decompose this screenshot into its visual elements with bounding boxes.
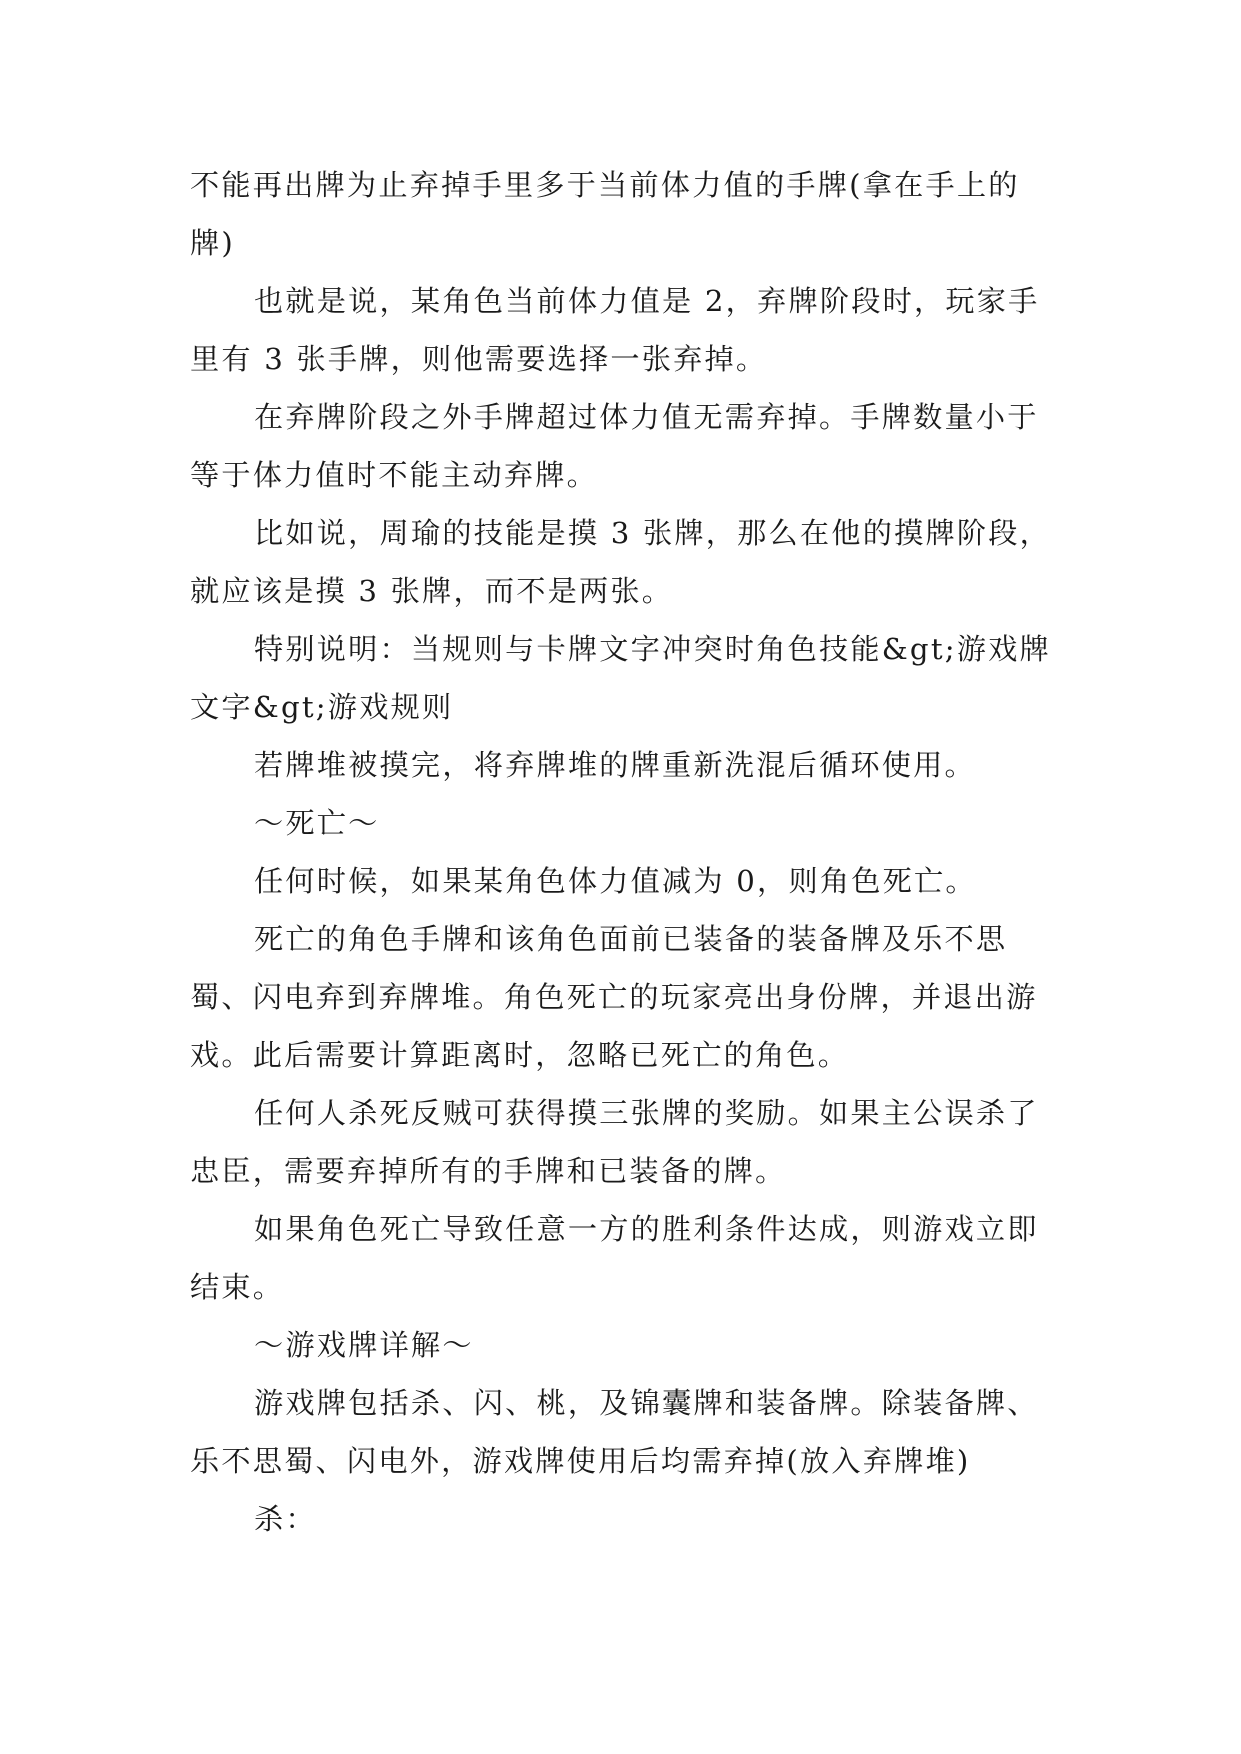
paragraph-sha-heading: 杀： <box>254 1502 317 1536</box>
paragraph-discard-rule: 在弃牌阶段之外手牌超过体力值无需弃掉。手牌数量小于等于体力值时不能主动弃牌。 <box>190 400 1039 492</box>
section-heading-death: ～死亡～ <box>254 806 380 840</box>
paragraph-game-end: 如果角色死亡导致任意一方的胜利条件达成，则游戏立即结束。 <box>190 1212 1039 1304</box>
paragraph-zhouyu-example: 比如说，周瑜的技能是摸 3 张牌，那么在他的摸牌阶段，就应该是摸 3 张牌，而不是两张。 <box>190 516 1052 608</box>
paragraph-kill-reward: 任何人杀死反贼可获得摸三张牌的奖励。如果主公误杀了忠臣，需要弃掉所有的手牌和已装备的牌。 <box>190 1096 1039 1188</box>
paragraph-cards-overview: 游戏牌包括杀、闪、桃，及锦囊牌和装备牌。除装备牌、乐不思蜀、闪电外，游戏牌使用后均需弃掉(放入弃牌堆) <box>190 1386 1039 1478</box>
paragraph-death-cleanup: 死亡的角色手牌和该角色面前已装备的装备牌及乐不思蜀、闪电弃到弃牌堆。角色死亡的玩家亮出身份牌，并退出游戏。此后需要计算距离时，忽略已死亡的角色。 <box>190 922 1038 1072</box>
document-body <box>190 156 1060 1548</box>
section-heading-cards: ～游戏牌详解～ <box>254 1328 474 1362</box>
paragraph-death-condition: 任何时候，如果某角色体力值减为 0，则角色死亡。 <box>254 864 977 898</box>
paragraph-special-note: 特别说明：当规则与卡牌文字冲突时角色技能&gt;游戏牌文字&gt;游戏规则 <box>190 632 1051 724</box>
paragraph-continuation: 不能再出牌为止弃掉手里多于当前体力值的手牌(拿在手上的牌) <box>190 168 1020 260</box>
paragraph-example-discard: 也就是说，某角色当前体力值是 2，弃牌阶段时，玩家手里有 3 张手牌，则他需要选择一张弃掉。 <box>190 284 1040 376</box>
paragraph-deck-reshuffle: 若牌堆被摸完，将弃牌堆的牌重新洗混后循环使用。 <box>254 748 976 782</box>
